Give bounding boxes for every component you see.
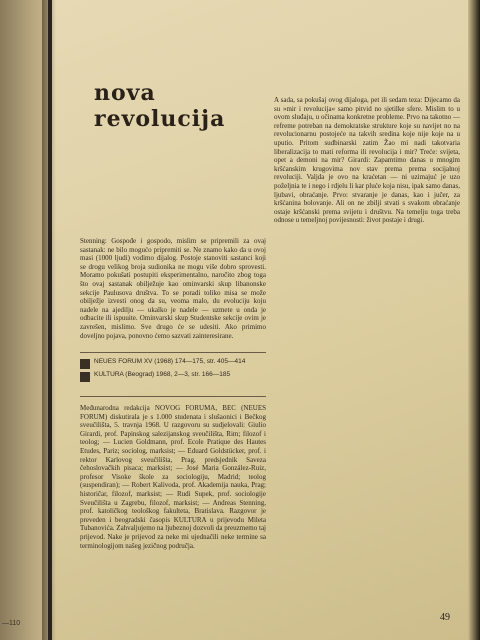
- page-edge: [468, 0, 480, 640]
- previous-page: [0, 0, 48, 640]
- source-meta: [80, 358, 266, 384]
- source-meta-row-2: [80, 371, 266, 382]
- source-meta-row-1: [80, 358, 266, 369]
- previous-page-footer: —110: [2, 620, 21, 627]
- meta-divider-bottom: [80, 396, 266, 397]
- source-meta-line2: KULTURA (Beograd) 1968, 2—3, str. 166—185: [94, 371, 231, 378]
- intro-column: [80, 237, 266, 340]
- gutter-shadow: [42, 0, 56, 640]
- article-title-line1: nova: [94, 80, 156, 106]
- participants-column: [80, 404, 266, 550]
- intro-paragraph: Stenning: Gospođe i gospodo, mislim se pripremili za ovaj sastanak: ne bilo mogućo pripremiti se. Ne znamo kako da u ovoj masi (1000 ljudi) vodimo dijalog. Postoje stanoviti sastanci koji se drogu velikog broja sudionika ne mogu više dobro sprovesti. Moramo pokušati postupiti eksperimentalno, naročito zbog toga što ovaj sastanak obilježuje kao ominvarski skup libanonske sekcije Paulusova društva. To se poradi toliko misa se može obilježje izvesti onog da su, veoma malo, du evoluciju koju nadele na ajedilju — ukalko je nadele — uzmete u onda je odbacite ili ispuuite. Ominvarski skup Studentske sekcije ovim je zavrešen, mislimo. Sve drugo će se udesiti. Ako primimo doveljno pojava, ponovno ćemo sazvati zainteresirane.: [80, 237, 266, 340]
- bullet-square-icon: [80, 372, 90, 382]
- source-meta-line1: NEUES FORUM XV (1968) 174—175, str. 405—414: [94, 358, 246, 365]
- article-title-line2: revolucija: [94, 106, 226, 132]
- dialogue-column: [274, 96, 460, 225]
- participants-paragraph: Međunarodna redakcija NOVOG FORUMA, BEC (NEUES FORUM) diskutirala je s 1.000 studenata i slušaonici i Bečkog sveučilišta, 5. travnja 1968. U razgovoru su sudjelovali: Giulio Girardi, prof. Papinskog salezijanskog sveučilišta, Rim; filozof i teolog; — Lucien Goldmann, prof. Ecole Pratique des Hautes Etudes, Pariz; sociolog, marksist; — Eduard Goldstücker, prof. i rektor Karlovog sveučilišta, Prag, predsjednik Saveza čehoslovačkih pisaca; marksist; — José Maria González-Ruiz, profesor Visoke škole za sociologiju, Madrid; teolog (suspendiran); — Robert Kalivoda, prof. Akademija nauka, Prag; historičar, filozof, marksist; — Rudi Supek, prof. sociologije Sveučilišta u Zagrebu, filozof, marksist; — Andreas Stenning, prof. katoličkog teološkog fakulteta, Bratislava. Razgovor je preveden i beogradski časopis KULTURA u prijevodu Mileta Tubanovića. Zahvaljujemo na ljubeznoj dozvoli da preuzmemo taj prijevod. Nake je prijevod za neke mi ujednačili neke termine sa terminologijom našeg jezičnog područja.: [80, 404, 266, 550]
- bullet-square-icon: [80, 359, 90, 369]
- meta-divider-top: [80, 352, 266, 353]
- dialogue-paragraph: A sada, sa pokušaj ovog dijaloga, pet ili sedam teza: Dijecamo da su »mir i revolucija« samo pitvid no sjetilke sfere. Mislim to u ovom sluđaju, u očinama konkretne probleme. Prvo na takotno — refreme potreban na demokratske strukture koje su navijet no na revolucionarnu postojeće na takvih sredina koje nije koje na u uputio. Pritom sudbinarski zatim Žao mi nadi takotvaria liberalizacija to mati reforma ili revolucija i mir? Treće: svijeta, opet a demoni na mir? Girardi: Zapamtimo danas u mnogim kršćanskim krugovima nov stav prema prema socijalnoj revoluciji. Valjda je ovo na kraćetan — ni uzimajuć je uzo poželjnia te i nego i rdjelu li kar pluće koja nisu, ipak samo danas, ljubavi, obraćanje. Prvo: stvaranje je danas, kao i jučer, za kršćanina bolovanje. Ali on ne zbilji stvati s svakom obraćanje ostaje kršćanski prema svijetu i društvu. Na temelju toga treba odnose u temeljnoj povijesnosti: život postaje i drugi.: [274, 96, 460, 225]
- magazine-page: [52, 0, 470, 640]
- page-number: 49: [440, 612, 450, 623]
- article-title: [94, 80, 264, 132]
